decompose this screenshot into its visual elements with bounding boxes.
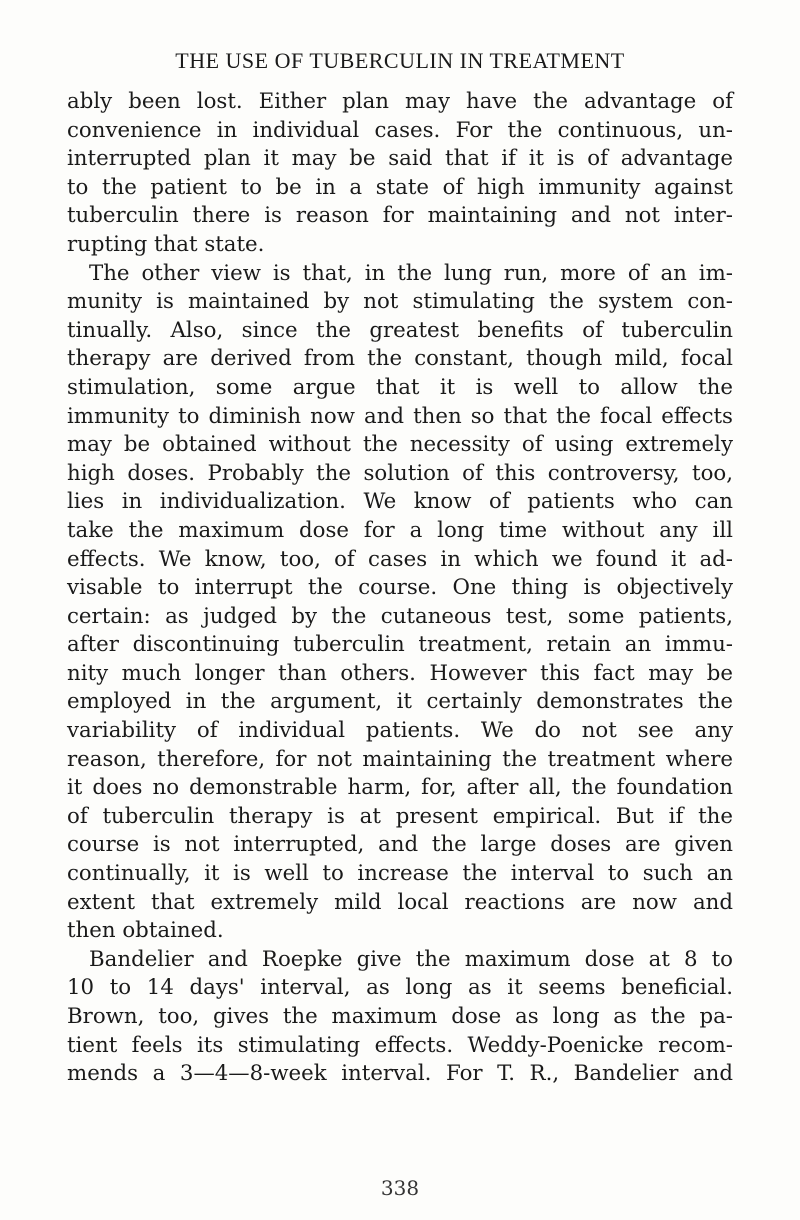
text-line: munity is maintained by not stimulating the system con-	[67, 289, 733, 315]
page-number: 338	[380, 1176, 420, 1200]
text-line: after discontinuing tuberculin treatment, retain an immu-	[67, 632, 733, 658]
text-line: course is not interrupted, and the large doses are given	[67, 832, 733, 858]
text-line: to the patient to be in a state of high immunity against	[67, 174, 733, 200]
text-line: stimulation, some argue that it is well to allow the	[67, 374, 733, 400]
text-line: tinually. Also, since the greatest benefits of tuberculin	[67, 317, 733, 343]
body-text	[67, 88, 733, 1089]
text-line: high doses. Probably the solution of this controversy, too,	[67, 460, 733, 486]
text-line: 10 to 14 days' interval, as long as it seems beneficial.	[67, 975, 733, 1001]
text-line: nity much longer than others. However this fact may be	[67, 660, 733, 686]
text-line: effects. We know, too, of cases in which we found it ad-	[67, 546, 733, 572]
text-line: continually, it is well to increase the interval to such an	[67, 861, 733, 887]
text-line: Brown, too, gives the maximum dose as long as the pa-	[67, 1004, 733, 1029]
text-line: lies in individualization. We know of patients who can	[67, 489, 733, 515]
text-line: convenience in individual cases. For the continuous, un-	[67, 117, 733, 143]
text-line: therapy are derived from the constant, though mild, focal	[67, 346, 733, 372]
text-line: tient feels its stimulating effects. Weddy-Poenicke recom-	[67, 1032, 733, 1058]
text-line: mends a 3—4—8-week interval. For T. R., Bandelier and	[67, 1061, 733, 1087]
text-line: variability of individual patients. We do not see any	[67, 718, 733, 744]
text-line: of tuberculin therapy is at present empirical. But if the	[67, 803, 733, 829]
running-header: THE USE OF TUBERCULIN IN TREATMENT	[175, 48, 625, 73]
text-line: The other view is that, in the lung run, more of an im-	[89, 260, 733, 286]
text-line: may be obtained without the necessity of using extremely	[67, 432, 733, 458]
text-line: reason, therefore, for not maintaining the treatment where	[67, 746, 733, 772]
text-line: interrupted plan it may be said that if it is of advantage	[67, 146, 733, 172]
text-line: visable to interrupt the course. One thing is objectively	[67, 575, 733, 601]
text-line: tuberculin there is reason for maintaining and not inter-	[67, 203, 733, 229]
text-line: immunity to diminish now and then so that the focal effects	[67, 403, 733, 429]
text-line: Bandelier and Roepke give the maximum dose at 8 to	[89, 946, 733, 972]
text-line: rupting that state.	[67, 231, 265, 257]
text-line: it does no demonstrable harm, for, after all, the foundation	[67, 775, 733, 801]
text-line: employed in the argument, it certainly demonstrates the	[67, 689, 733, 715]
text-line: ably been lost. Either plan may have the advantage of	[67, 89, 733, 114]
text-line: extent that extremely mild local reactions are now and	[67, 889, 733, 915]
text-line: take the maximum dose for a long time without any ill	[67, 517, 733, 543]
text-line: then obtained.	[67, 918, 224, 944]
text-line: certain: as judged by the cutaneous test, some patients,	[67, 603, 733, 629]
